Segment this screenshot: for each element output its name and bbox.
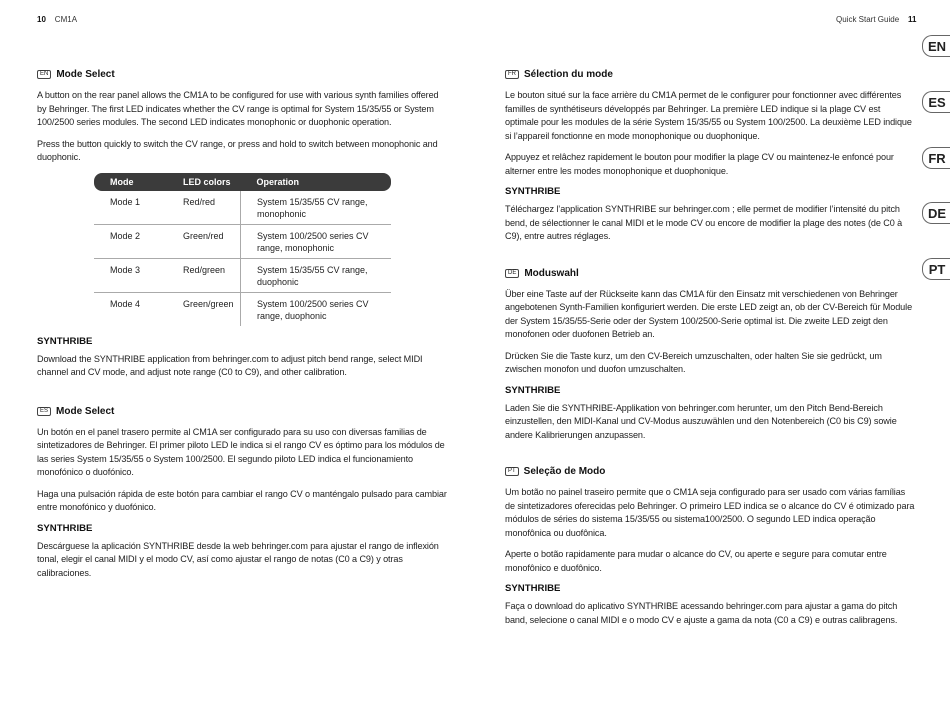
- table-row: [94, 292, 391, 326]
- table-header-cell: LED colors: [167, 173, 241, 191]
- paragraph: Download the SYNTHRIBE application from behringer.com to adjust pitch bend range, select MIDI channel and CV mode, and adjust note range (C0 to C9), and other calibration.: [37, 353, 423, 377]
- table-row: [94, 191, 391, 225]
- heading-text: Mode Select: [56, 405, 115, 417]
- paragraph: Press the button quickly to switch the CV range, or press and hold to switch between monophonic and duophonic.: [37, 138, 438, 162]
- table-cell: System 100/2500 series CV range, monophonic: [241, 224, 392, 258]
- paragraph: Um botão no painel traseiro permite que o CM1A seja configurado para ser usado com várias famílias de sintetizadores oferecidas pelo Behringer. O primeiro LED indica se o alcance do CV é otimizado para módulos de séries do sistema 15/35/55 ou sistema100/2500. O segundo LED indica operação monofônica ou duofônica.: [505, 487, 915, 538]
- section-fr: [505, 67, 915, 244]
- heading-text: Sélection du mode: [524, 69, 613, 80]
- lang-badge: DE: [505, 269, 519, 278]
- left-column: [37, 67, 449, 588]
- section-heading: [37, 404, 449, 419]
- paragraph: Le bouton situé sur la face arrière du CM1A permet de le configurer pour fonctionner avec différentes familles de synthétiseurs développés par Behringer. La première LED indique si la plage CV est optimale pour les modules de la série System 15/35/55 ou System 100/2500. La deuxième LED indique si l’appareil fonctionne en mode monophonique ou duophonique.: [505, 90, 912, 141]
- lang-badge: PT: [505, 467, 519, 476]
- section-en: [37, 67, 449, 380]
- paragraph: Faça o download do aplicativo SYNTHRIBE acessando behringer.com para ajustar a gama do pitch band, selecione o canal MIDI e o modo CV e ajuste a gama da nota (C0 a C9) e outras calibragens.: [505, 601, 898, 625]
- lang-tab-fr[interactable]: FR: [922, 147, 950, 169]
- table-cell: Mode 1: [94, 191, 167, 225]
- table-cell: System 15/35/55 CV range, duophonic: [241, 258, 392, 292]
- lang-tab-es[interactable]: ES: [922, 91, 950, 113]
- table-cell: Mode 4: [110, 298, 141, 309]
- right-page-header: [836, 15, 917, 24]
- synthribe-heading: SYNTHRIBE: [505, 384, 561, 396]
- left-page-header: [37, 15, 77, 24]
- lang-tab-en[interactable]: EN: [922, 35, 950, 57]
- lang-tab-de[interactable]: DE: [922, 202, 950, 224]
- paragraph: Un botón en el panel trasero permite al CM1A ser configurado para su uso con diversas familias de sintetizadores de Behringer. El primer piloto LED le indica si el rango CV es óptimo para los módulos de las series System 15/35/55 o System 100/2500. El segundo piloto LED indica el funcionamiento monofónico o duofónico.: [37, 426, 445, 477]
- table-row: [94, 258, 391, 292]
- mode-table: [94, 173, 391, 326]
- paragraph: Laden Sie die SYNTHRIBE-Applikation von behringer.com herunter, um den Pitch Bend-Bereich einzustellen, den MIDI-Kanal und CV-Modus auszuwählen und den Notenbereich (C0 bis C9) sowie andere Kalibrierungen anzupassen.: [505, 402, 897, 440]
- right-page-title: Quick Start Guide: [836, 15, 900, 24]
- section-heading: [505, 266, 915, 281]
- lang-badge: EN: [37, 70, 51, 79]
- paragraph: Téléchargez l’application SYNTHRIBE sur behringer.com ; elle permet de modifier l’intensité du pitch bend, de sélectionner le canal MIDI et le mode CV ou encore de modifier la plage des notes (de C0 à C9), entre autres réglages.: [505, 204, 903, 241]
- table-header-cell: Mode: [94, 173, 167, 191]
- lang-tab-pt[interactable]: PT: [922, 258, 950, 280]
- section-de: [505, 266, 915, 443]
- section-heading: [505, 67, 915, 82]
- table-cell: Mode 3: [94, 258, 167, 292]
- synthribe-heading: SYNTHRIBE: [505, 186, 561, 197]
- heading-text: Moduswahl: [524, 267, 579, 279]
- lang-badge: FR: [505, 70, 519, 79]
- heading-text: Seleção de Modo: [523, 466, 606, 477]
- paragraph: Appuyez et relâchez rapidement le bouton pour modifier la plage CV ou maintenez-le enfoncé pour alterner entre les modes monophonique et duophonique.: [505, 152, 894, 176]
- lang-badge: ES: [37, 407, 51, 416]
- synthribe-heading: SYNTHRIBE: [37, 522, 93, 534]
- table-cell: System 15/35/55 CV range, monophonic: [241, 191, 392, 225]
- left-page-number: 10: [37, 15, 46, 24]
- paragraph: Haga una pulsación rápida de este botón para cambiar el rango CV o manténgalo pulsado para cambiar entre monofónico y duofónico.: [37, 488, 447, 512]
- section-es: [37, 404, 449, 581]
- table-header-row: [94, 173, 391, 191]
- right-column: [505, 67, 915, 635]
- left-page-title: CM1A: [54, 15, 78, 24]
- table-row: [94, 224, 391, 258]
- right-page-number: 11: [908, 15, 917, 24]
- paragraph: Aperte o botão rapidamente para mudar o alcance do CV, ou aperte e segure para comutar entre monofônico e duofônico.: [505, 549, 887, 573]
- paragraph: Descárguese la aplicación SYNTHRIBE desde la web behringer.com para ajustar el rango de inflexión tonal, elegir el canal MIDI y el modo CV, así como ajustar el rango de notas (C0 a C9) y otras calibraciones.: [37, 540, 439, 578]
- table-cell: Red/red: [167, 191, 241, 225]
- paragraph: Drücken Sie die Taste kurz, um den CV-Bereich umzuschalten, oder halten Sie sie gedrückt, um zwischen monofon und duofon umzuschalten.: [505, 350, 882, 374]
- paragraph: A button on the rear panel allows the CM1A to be configured for use with various synth families offered by Behringer. The first LED indicates whether the CV range is optimal for System 15/35/55 or System 100/2500 series modules. The second LED indicates monophonic or duophonic operation.: [37, 90, 439, 127]
- paragraph: Über eine Taste auf der Rückseite kann das CM1A für den Einsatz mit verschiedenen von Behringer angebotenen Synth-Familien konfiguriert werden. Die erste LED zeigt an, ob der CV-Bereich für Module der System 15/35/55-Serie oder der System 100/2500-Serie optimal ist. Die zweite LED zeigt den monofonen oder duofonen Betrieb an.: [505, 288, 913, 339]
- table-cell: Red/green: [167, 258, 241, 292]
- table-cell: Green/red: [167, 224, 241, 258]
- table-cell: System 100/2500 series CV range, duophonic: [257, 298, 369, 321]
- table-cell: Green/green: [167, 292, 241, 326]
- section-heading: [37, 67, 449, 82]
- table-header-cell: Operation: [241, 173, 392, 191]
- synthribe-heading: SYNTHRIBE: [37, 335, 93, 347]
- synthribe-heading: SYNTHRIBE: [505, 583, 561, 594]
- heading-text: Mode Select: [56, 69, 115, 80]
- section-heading: [505, 464, 915, 479]
- section-pt: [505, 464, 915, 627]
- table-cell: Mode 2: [94, 224, 167, 258]
